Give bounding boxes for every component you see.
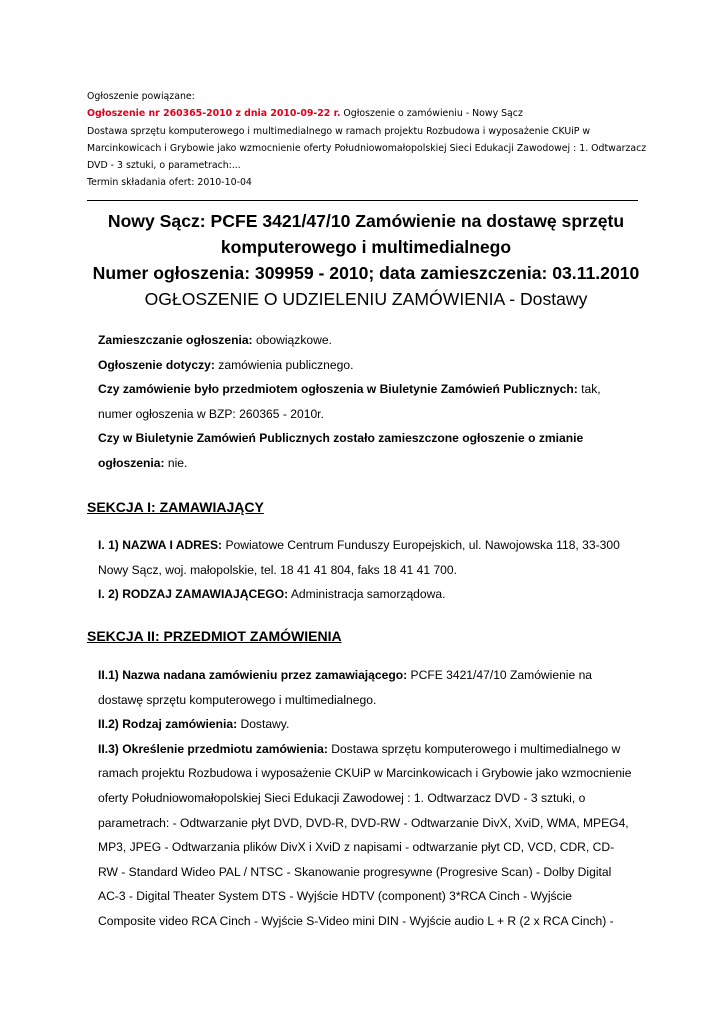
info-line (98, 328, 650, 353)
info-line (98, 353, 650, 378)
info-value: obowiązkowe. (252, 333, 332, 347)
divider (87, 200, 638, 201)
section-line: oferty Południowomałopolskiej Sieci Edukacji Zawodowej : 1. Odtwarzacz DVD - 3 sztuki, o (98, 790, 586, 805)
related-notice-link[interactable]: Ogłoszenie nr 260365-2010 z dnia 2010-09-22 r. (87, 108, 341, 120)
related-heading: Ogłoszenie powiązane: (87, 91, 195, 102)
notice-type: OGŁOSZENIE O UDZIELENIU ZAMÓWIENIA - Dostawy (144, 289, 588, 309)
section-line: Nowy Sącz, woj. małopolskie, tel. 18 41 41 804, faks 18 41 41 700. (98, 562, 457, 577)
title-line-2: komputerowego i multimedialnego (220, 237, 512, 257)
info-line (98, 426, 650, 451)
related-link-after: Ogłoszenie o zamówieniu - Nowy Sącz (340, 108, 523, 120)
section-line: ramach projektu Rozbudowa i wyposażenie CKUiP w Marcinkowicach i Grybowie jako wzmocnienie (98, 766, 632, 781)
info-label: Czy w Biuletynie Zamówień Publicznych zostało zamieszczone ogłoszenie o zmianie (98, 431, 584, 446)
section-line: parametrach: - Odtwarzanie płyt DVD, DVD-R, DVD-RW - Odtwarzanie DivX, XviD, WMA, MPEG4, (98, 815, 629, 830)
section-line: dostawę sprzętu komputerowego i multimedialnego. (98, 692, 377, 707)
field-label: I. 2) RODZAJ ZAMAWIAJĄCEGO: (98, 587, 289, 602)
info-block (98, 328, 650, 476)
field-label: II.2) Rodzaj zamówienia: (98, 717, 238, 732)
related-line: DVD - 3 sztuki, o parametrach:... (87, 160, 241, 172)
info-value: zamówienia publicznego. (214, 357, 354, 372)
section-line (98, 663, 650, 688)
page-title (60, 208, 672, 312)
info-label: Czy zamówienie było przedmiotem ogłoszenia w Biuletynie Zamówień Publicznych: (98, 382, 578, 397)
field-label: II.3) Określenie przedmiotu zamówienia: (98, 741, 328, 756)
section-line: AC-3 - Digital Theater System DTS - Wyjście HDTV (component) 3*RCA Cinch - Wyjście (98, 889, 573, 904)
section-line: Composite video RCA Cinch - Wyjście S-Video mini DIN - Wyjście audio L + R (2 x RCA Cinch) - (98, 913, 614, 928)
section-line: RW - Standard Wideo PAL / NTSC - Skanowanie progresywne (Progresive Scan) - Dolby Digital (98, 864, 612, 879)
info-line (98, 377, 650, 402)
related-line: Marcinkowicach i Grybowie jako wzmocnienie oferty Południowomałopolskiej Sieci Edukacji Zawodowej : 1. Odtwarzacz (87, 142, 647, 154)
field-value: Dostawa sprzętu komputerowego i multimedialnego w (327, 741, 621, 756)
field-value: Dostawy. (237, 717, 290, 732)
info-line: numer ogłoszenia w BZP: 260365 - 2010r. (98, 406, 324, 421)
related-notice (87, 88, 647, 192)
info-line (98, 451, 650, 476)
field-value: PCFE 3421/47/10 Zamówienie na (407, 668, 593, 682)
section-line (98, 737, 650, 762)
info-label: Zamieszczanie ogłoszenia: (98, 333, 253, 347)
section-2-heading: SEKCJA II: PRZEDMIOT ZAMÓWIENIA (87, 628, 342, 644)
field-value: Administracja samorządowa. (288, 587, 446, 602)
field-label: I. 1) NAZWA I ADRES: (98, 538, 223, 552)
related-line: Dostawa sprzętu komputerowego i multimedialnego w ramach projektu Rozbudowa i wyposażenie CKUiP w (87, 125, 591, 137)
notice-number: Numer ogłoszenia: 309959 - 2010; data zamieszczenia: 03.11.2010 (92, 263, 640, 283)
section-1-body (98, 533, 650, 607)
info-value: tak, (577, 382, 601, 397)
field-value: Powiatowe Centrum Funduszy Europejskich, ul. Nawojowska 118, 33-300 (222, 538, 620, 552)
field-label: II.1) Nazwa nadana zamówieniu przez zamawiającego: (98, 668, 408, 682)
section-line (98, 533, 650, 558)
section-2-body (98, 663, 650, 934)
related-link-line (87, 105, 647, 122)
info-label: ogłoszenia: (98, 455, 165, 470)
section-line (98, 712, 650, 737)
related-deadline: Termin składania ofert: 2010-10-04 (87, 177, 252, 189)
title-line-1: Nowy Sącz: PCFE 3421/47/10 Zamówienie na dostawę sprzętu (107, 211, 625, 231)
section-line (98, 582, 650, 607)
section-1-heading: SEKCJA I: ZAMAWIAJĄCY (87, 499, 264, 515)
section-line: MP3, JPEG - Odtwarzania plików DivX i XviD z napisami - odtwarzanie płyt CD, VCD, CDR, CD- (98, 840, 615, 855)
info-value: nie. (164, 455, 188, 470)
info-label: Ogłoszenie dotyczy: (98, 357, 215, 372)
